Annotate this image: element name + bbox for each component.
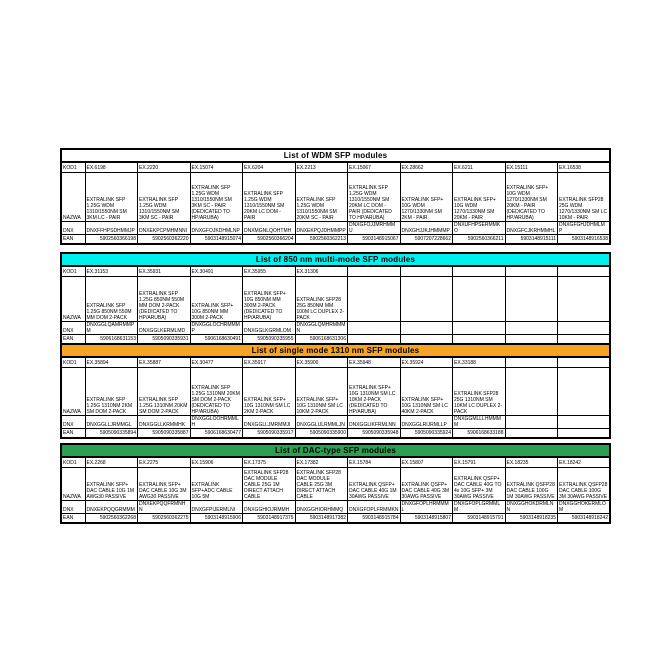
ean-cell: 5902560362275	[138, 514, 191, 524]
kod1-cell: EX.6211	[453, 163, 506, 173]
kod1-cell	[558, 358, 611, 368]
ean-cell: 5905090335917	[243, 429, 296, 439]
dnx-cell: DNXGGLRIJRMLLP	[400, 416, 453, 429]
dnx-row	[61, 322, 610, 335]
ean-cell: 5902560366211	[453, 235, 506, 245]
kod1-cell: EX.35917	[243, 358, 296, 368]
ean-cell: 5902560366198	[85, 235, 138, 245]
ean-row	[61, 514, 610, 524]
dnx-cell: DNXMGNLQOHTMH	[243, 222, 296, 235]
nazwa-cell: EXTRALINK SFP+ 10G WDM 1270/1330NM SM 20KM - PAIR	[453, 173, 506, 222]
ean-cell: 5903148915906	[190, 514, 243, 524]
dnx-cell	[348, 322, 401, 335]
dnx-cell: DNXEKPCPMHMNNI	[138, 222, 191, 235]
row-label-dnx: DNX	[61, 501, 85, 514]
dnx-cell: DNXGFOJKDHMLNP	[190, 222, 243, 235]
dnx-cell: DNXGGHOKDRMLNN	[505, 501, 558, 514]
dnx-cell: DNXGFCJKRHMMHL	[505, 222, 558, 235]
ean-cell: 5906168631153	[85, 335, 138, 345]
ean-cell: 5902560366204	[243, 235, 296, 245]
nazwa-cell: EXTRALINK SFP 1.25G WDM 1310/1550NM SM 20KM SC - PAIR	[295, 173, 348, 222]
nazwa-cell: EXTRALINK SFP 1.25G WDM 1310/1550NM SM 20KM LC DOM - PAIR	[243, 173, 296, 222]
nazwa-row	[61, 277, 610, 322]
table-grid	[60, 357, 611, 439]
row-label-ean: EAN	[61, 335, 85, 345]
nazwa-cell: EXTRALINK SFP 1.25G 850NM 550M MM DOM 2-PACK	[85, 277, 138, 322]
nazwa-cell	[558, 368, 611, 416]
dnx-cell: DNXGFGHJDHMLMP	[558, 222, 611, 235]
ean-cell: 5902560362268	[85, 514, 138, 524]
kod1-cell: EX.31153	[85, 267, 138, 277]
nazwa-cell	[348, 277, 401, 322]
ean-cell: 5906168631306	[295, 335, 348, 345]
nazwa-cell: EXTRALINK SFP28 25G 850NM MM 100M LC DUPLEX 2-PACK	[295, 277, 348, 322]
dnx-cell: DNXGGLULRMMLJN	[295, 416, 348, 429]
row-label-kod1: KOD1	[61, 163, 85, 173]
table-grid	[60, 162, 611, 245]
kod1-cell	[348, 267, 401, 277]
row-label-dnx: DNX	[61, 222, 85, 235]
nazwa-cell: EXTRALINK SFP+ 10G WDM 1270/1330NM SM 20KM - PAIR (DEDICATED TO HP/ARUBA)	[505, 173, 558, 222]
ean-cell: 5905090335924	[400, 429, 453, 439]
ean-cell: 5905090335931	[138, 335, 191, 345]
kod1-cell	[453, 267, 506, 277]
kod1-cell: EX.18242	[558, 458, 611, 468]
dnx-cell: DNXGGLLKRMMHK	[138, 416, 191, 429]
ean-cell: 5903148916538	[558, 235, 611, 245]
table-title: List of DAC-type SFP modules	[60, 443, 611, 457]
dnx-cell: DNXGGLQMHRMMMN	[295, 322, 348, 335]
ean-cell: 5903148915111	[505, 235, 558, 245]
kod1-cell: EX.6204	[243, 163, 296, 173]
nazwa-cell	[453, 277, 506, 322]
nazwa-cell: EXTRALINK QSFP28 DAC CABLE 100G 3M 30AWG PASSIVE	[558, 468, 611, 501]
dnx-cell	[400, 322, 453, 335]
nazwa-cell: EXTRALINK SFP+ADC CABLE 10G 5M	[190, 468, 243, 501]
ean-cell	[505, 429, 558, 439]
dnx-cell	[558, 416, 611, 429]
kod1-cell: EX.35894	[85, 358, 138, 368]
ean-cell: 5903148917375	[243, 514, 296, 524]
dnx-cell: DNXGGLKGRMLOM	[243, 322, 296, 335]
kod1-cell	[505, 267, 558, 277]
nazwa-cell: EXTRALINK SFP 1.25G WDM 1310/1550NM SM 3KM SC - PAIR (DEDICATED TO HP/ARUBA)	[190, 173, 243, 222]
row-label-dnx: DNX	[61, 322, 85, 335]
kod1-cell: EX.35931	[138, 267, 191, 277]
kod1-cell: EX.2268	[85, 458, 138, 468]
dnx-cell	[453, 322, 506, 335]
nazwa-cell: EXTRALINK SFP+ DAC CABLE 10G 3M AWG30 PASSIVE	[138, 468, 191, 501]
table-grid	[60, 457, 611, 524]
kod1-cell: EX.35924	[400, 358, 453, 368]
kod1-cell: EX.15074	[190, 163, 243, 173]
ean-cell: 5906168630491	[190, 335, 243, 345]
kod1-cell: EX.2213	[295, 163, 348, 173]
nazwa-cell: EXTRALINK QSFP28 DAC CABLE 100G 1M 30AWG PASSIVE	[505, 468, 558, 501]
ean-row	[61, 235, 610, 245]
table-title: List of single mode 1310 nm SFP modules	[60, 343, 611, 357]
dnx-cell	[558, 322, 611, 335]
kod1-cell: EX.16538	[558, 163, 611, 173]
nazwa-row	[61, 368, 610, 416]
dnx-cell: DNXGGMLLLHMMMM	[453, 416, 506, 429]
nazwa-cell: EXTRALINK SFP 1.25G 850NM 550M MM DOM 2-PACK (DEDICATED TO HP/ARUBA)	[138, 277, 191, 322]
ean-cell: 5905090335887	[138, 429, 191, 439]
ean-cell: 5905090335948	[348, 429, 401, 439]
nazwa-cell: EXTRALINK SFP28 DAC MODULE CABLE 25G 1M DIRECT ATTACH CABLE	[243, 468, 296, 501]
nazwa-cell: EXTRALINK SFP 1.25G 1310NM 20KM SM DOM 2-PACK (DEDICATED TO HP/ARUBA)	[190, 368, 243, 416]
nazwa-cell	[505, 277, 558, 322]
nazwa-cell: EXTRALINK SFP 1.25G 1310NM 2KM SM DOM 2-PACK	[85, 368, 138, 416]
dnx-cell: DNXGFOPLHRMMML	[400, 501, 453, 514]
dnx-cell: DNXGGLLJRMMGL	[85, 416, 138, 429]
kod1-cell: EX.15111	[505, 163, 558, 173]
dnx-cell: DNXGGHIORHMMQ	[295, 501, 348, 514]
ean-cell: 5907207228662	[400, 235, 453, 245]
table-singlemode-1310nm-sfp-modules	[60, 343, 611, 439]
dnx-cell	[505, 416, 558, 429]
nazwa-cell: EXTRALINK SFP+ 10G 1310NM SM LC 2KM 2-PACK	[243, 368, 296, 416]
dnx-cell: DNXGGLKERMLMD	[138, 322, 191, 335]
ean-cell: 5903148915791	[453, 514, 506, 524]
dnx-cell: DNXGGLOOHRMMLH	[190, 416, 243, 429]
ean-cell: 5903148917382	[295, 514, 348, 524]
row-label-nazwa: NAZWA	[61, 468, 85, 501]
nazwa-cell: EXTRALINK SFP+ 10G 1310NM SM LC 40KM 2-PACK	[400, 368, 453, 416]
dnx-row	[61, 501, 610, 514]
kod1-cell: EX.2220	[138, 163, 191, 173]
table-dac-type-sfp-modules	[60, 443, 611, 524]
dnx-cell: DNXGGHIOJRMMH	[243, 501, 296, 514]
kod1-cell: EX.35955	[243, 267, 296, 277]
table-wdm-sfp-modules	[60, 148, 611, 245]
kod1-cell	[400, 267, 453, 277]
nazwa-row	[61, 173, 610, 222]
ean-cell: 5905090335900	[295, 429, 348, 439]
dnx-cell: DNXEKPQQGRMMM	[85, 501, 138, 514]
kod1-cell: EX.6198	[85, 163, 138, 173]
dnx-cell: DNXGGLIKFRMLNN	[348, 416, 401, 429]
nazwa-cell: EXTRALINK SFP 1.25G WDM 1310/1550NM SM 3KM SC - PAIR	[138, 173, 191, 222]
row-label-nazwa: NAZWA	[61, 277, 85, 322]
dnx-cell: DNXGFOPLFRMMKN	[348, 501, 401, 514]
nazwa-cell: EXTRALINK SFP 1.25G 1310NM 20KM SM DOM 2-PACK	[138, 368, 191, 416]
dnx-cell	[505, 322, 558, 335]
dnx-cell: DNXGGLLJMRMMJI	[243, 416, 296, 429]
dnx-cell: DNXUFHPSERMMKO	[453, 222, 506, 235]
dnx-row	[61, 416, 610, 429]
nazwa-cell: EXTRALINK SFP28 25G 1310NM SM 10KM LC DUPLEX 2-PACK	[453, 368, 506, 416]
dnx-cell: DNXGGHOKERMLOM	[558, 501, 611, 514]
nazwa-cell	[505, 368, 558, 416]
nazwa-cell: EXTRALINK SFP+ 10G 850NM MM 300M 2-PACK	[190, 277, 243, 322]
row-label-kod1: KOD1	[61, 458, 85, 468]
ean-cell: 5903148915067	[348, 235, 401, 245]
ean-cell: 5903148915784	[348, 514, 401, 524]
row-label-dnx: DNX	[61, 416, 85, 429]
dnx-cell: DNXGFOJJMRHMMU	[348, 222, 401, 235]
row-label-ean: EAN	[61, 235, 85, 245]
nazwa-cell: EXTRALINK SFP 1.25G WDM 1310/1550NM SM 3KM LC - PAIR	[85, 173, 138, 222]
kod1-cell: EX.30491	[190, 267, 243, 277]
ean-cell: 5903148918242	[558, 514, 611, 524]
nazwa-cell	[400, 277, 453, 322]
ean-cell	[558, 429, 611, 439]
kod1-cell: EX.30477	[190, 358, 243, 368]
ean-cell: 5902560362220	[138, 235, 191, 245]
dnx-cell: DNXEKPQJDHMMPP	[295, 222, 348, 235]
kod1-cell: EX.35948	[348, 358, 401, 368]
nazwa-cell: EXTRALINK QSFP+ DAC CABLE 40G TO 4x 10G SFP+ 3M 30AWG PASSIVE	[453, 468, 506, 501]
dnx-cell: DNXGFOPLGRMMLM	[453, 501, 506, 514]
kod1-row	[61, 267, 610, 277]
nazwa-cell: EXTRALINK SFP+ 10G 850NM MM 300M 2-PACK (DEDICATED TO HP/ARUBA)	[243, 277, 296, 322]
kod1-cell: EX.17375	[243, 458, 296, 468]
dnx-row	[61, 222, 610, 235]
row-label-ean: EAN	[61, 429, 85, 439]
ean-cell: 5905090335955	[243, 335, 296, 345]
row-label-ean: EAN	[61, 514, 85, 524]
row-label-nazwa: NAZWA	[61, 368, 85, 416]
table-title: List of 850 nm multi-mode SFP modules	[60, 252, 611, 266]
nazwa-cell	[558, 277, 611, 322]
kod1-row	[61, 163, 610, 173]
dnx-cell: DNXGGLQAMRMMPM	[85, 322, 138, 335]
kod1-cell: EX.15906	[190, 458, 243, 468]
ean-cell: 5905090335894	[85, 429, 138, 439]
dnx-cell: DNXGFPIJERMLNI	[190, 501, 243, 514]
nazwa-cell: EXTRALINK QSFP+ DAC CABLE 40G 1M 30AWG PASSIVE	[348, 468, 401, 501]
kod1-cell	[505, 358, 558, 368]
row-label-kod1: KOD1	[61, 267, 85, 277]
row-label-nazwa: NAZWA	[61, 173, 85, 222]
kod1-cell: EX.2275	[138, 458, 191, 468]
kod1-cell: EX.28662	[400, 163, 453, 173]
nazwa-cell: EXTRALINK SFP+ DAC CABLE 10G 1M AWG30 PASSIVE	[85, 468, 138, 501]
dnx-cell: DNXFFHPSDHMMJP	[85, 222, 138, 235]
ean-cell: 5903148918235	[505, 514, 558, 524]
row-label-kod1: KOD1	[61, 358, 85, 368]
nazwa-cell: EXTRALINK SFP28 DAC MODULE CABLE 25G 3M DIRECT ATTACH CABLE	[295, 468, 348, 501]
ean-cell: 5906168630477	[190, 429, 243, 439]
kod1-cell: EX.35900	[295, 358, 348, 368]
kod1-cell: EX.15791	[453, 458, 506, 468]
ean-cell: 5902560362213	[295, 235, 348, 245]
kod1-cell: EX.31306	[295, 267, 348, 277]
nazwa-cell: EXTRALINK QSFP+ DAC CABLE 40G 3M 30AWG PASSIVE	[400, 468, 453, 501]
nazwa-cell: EXTRALINK SFP 1.25G WDM 1310/1550NM SM 20KM LC DOM - PAIR (DEDICATED TO HP/ARUBA)	[348, 173, 401, 222]
kod1-cell: EX.33188	[453, 358, 506, 368]
nazwa-cell: EXTRALINK SFP+ 10G WDM 1270/1330NM SM 2KM - PAIR	[400, 173, 453, 222]
kod1-cell: EX.35887	[138, 358, 191, 368]
dnx-cell: DNXEKPQQFRMNHN	[138, 501, 191, 514]
kod1-cell	[558, 267, 611, 277]
ean-row	[61, 429, 610, 439]
kod1-cell: EX.15784	[348, 458, 401, 468]
nazwa-cell: EXTRALINK SFP28 25G WDM 1270/1330NM SM LC 10KM - PAIR	[558, 173, 611, 222]
dnx-cell: DNXGHJJKJHMMMP	[400, 222, 453, 235]
kod1-cell: EX.17382	[295, 458, 348, 468]
kod1-cell: EX.15067	[348, 163, 401, 173]
kod1-row	[61, 458, 610, 468]
nazwa-cell: EXTRALINK SFP+ 10G 1310NM SM LC 10KM 2-PACK	[295, 368, 348, 416]
kod1-row	[61, 358, 610, 368]
ean-cell: 5906168633188	[453, 429, 506, 439]
table-title: List of WDM SFP modules	[60, 148, 611, 162]
ean-cell: 5903148915807	[400, 514, 453, 524]
kod1-cell: EX.18235	[505, 458, 558, 468]
table-grid	[60, 266, 611, 345]
nazwa-cell: EXTRALINK SFP+ 10G 1310NM SM LC 10KM 2-PACK (DEDICATED TO HP/ARUBA)	[348, 368, 401, 416]
kod1-cell: EX.15807	[400, 458, 453, 468]
ean-cell: 5903148915074	[190, 235, 243, 245]
dnx-cell: DNXGGLOCHRMMMP	[190, 322, 243, 335]
nazwa-row	[61, 468, 610, 501]
table-850nm-multimode-sfp-modules	[60, 252, 611, 345]
